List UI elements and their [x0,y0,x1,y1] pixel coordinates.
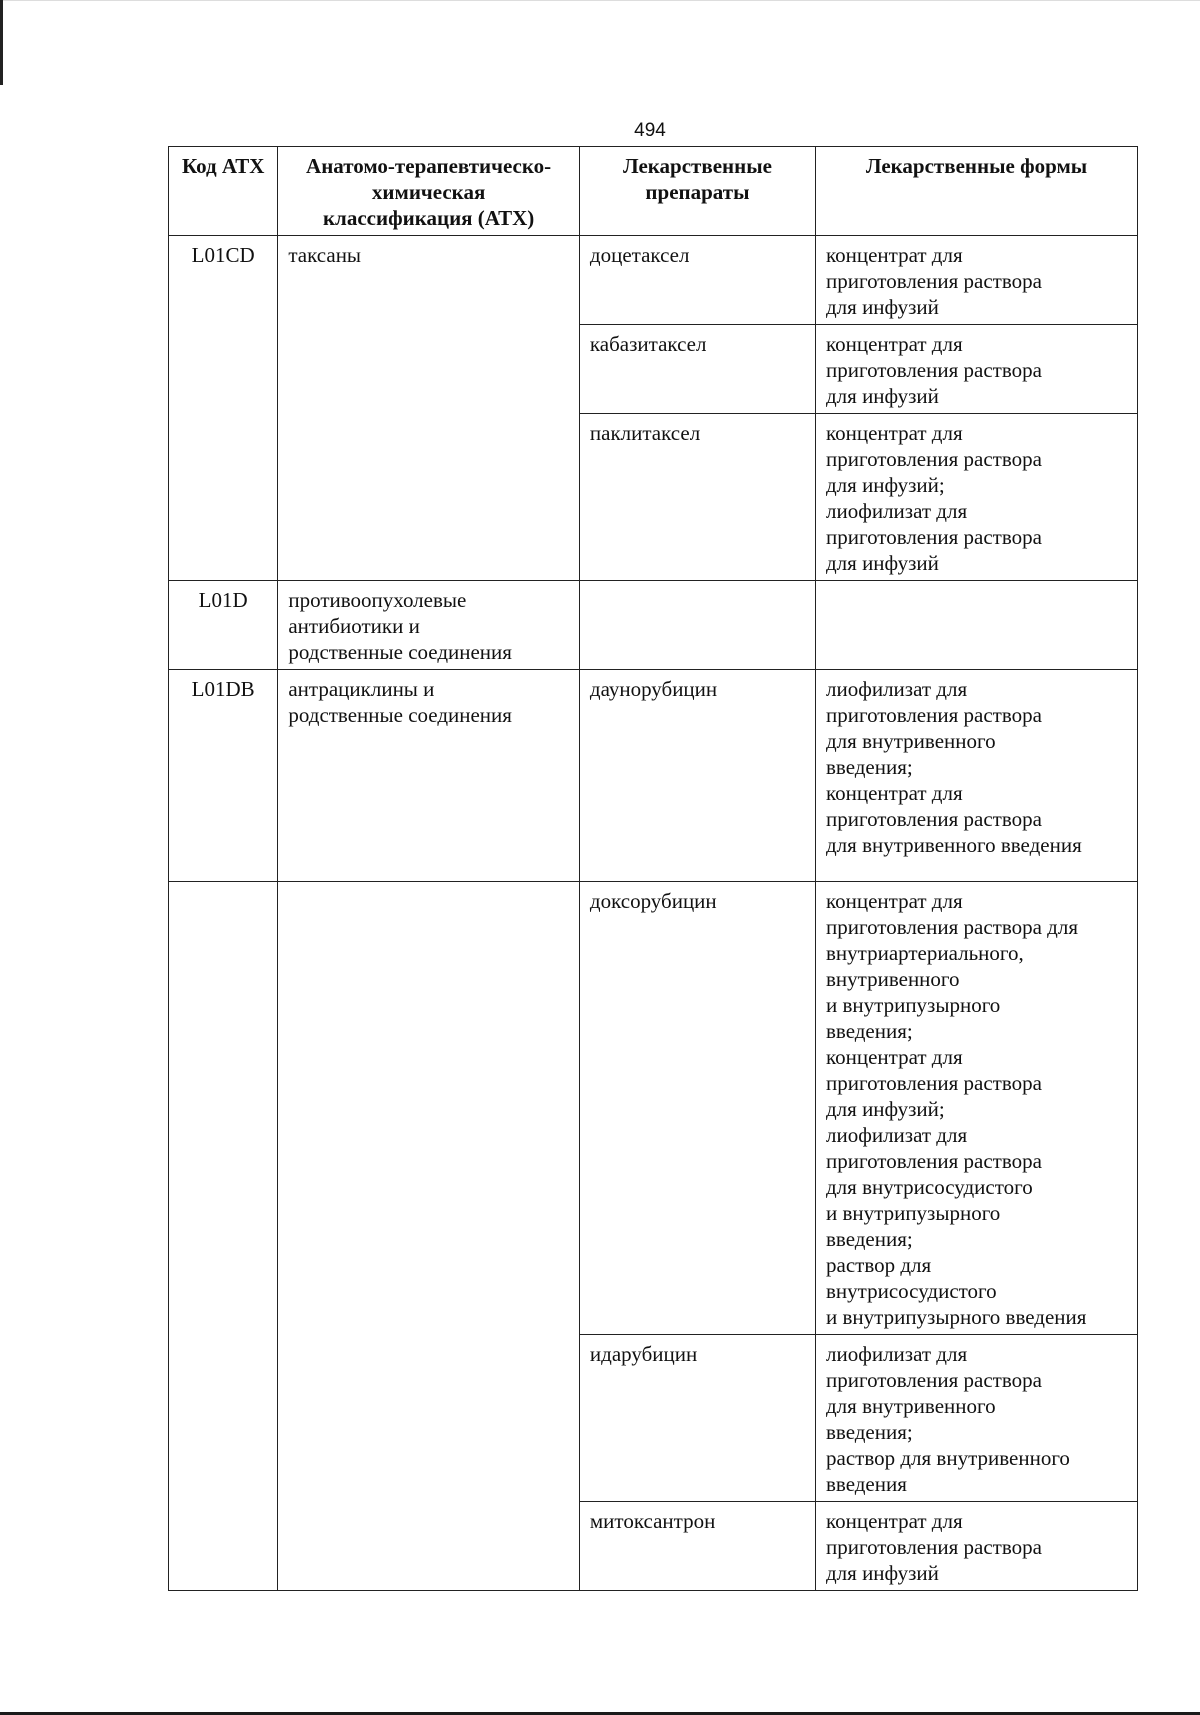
atx-code-cell-empty [169,882,278,1591]
header-forms: Лекарственные формы [816,147,1138,236]
forms-cell: концентрат для приготовления раствора для инфузий [816,1502,1138,1591]
header-code: Код АТХ [169,147,278,236]
atx-code-cell: L01DB [169,670,278,882]
forms-cell: концентрат для приготовления раствора для внутриартериального, внутривенного и внутрипузырного введения; концентрат для приготовления раствора для инфузий; лиофилизат для приготовления раствора для внутрисосудистого и внутрипузырного введения; раствор для внутрисосудистого и внутрипузырного введения [816,882,1138,1335]
forms-cell [816,581,1138,670]
forms-cell: концентрат для приготовления раствора для инфузий; лиофилизат для приготовления раствора для инфузий [816,414,1138,581]
drug-cell: кабазитаксел [579,325,815,414]
classification-cell: антрациклины и родственные соединения [278,670,580,882]
classification-cell-empty [278,882,580,1591]
drug-cell [579,581,815,670]
forms-cell: лиофилизат для приготовления раствора для внутривенного введения; концентрат для приготовления раствора для внутривенного введения [816,670,1138,882]
drug-cell: доцетаксел [579,236,815,325]
forms-cell: концентрат для приготовления раствора для инфузий [816,236,1138,325]
drug-cell: паклитаксел [579,414,815,581]
header-classification: Анатомо-терапевтическо- химическая классификация (АТХ) [278,147,580,236]
header-drugs: Лекарственные препараты [579,147,815,236]
forms-cell: лиофилизат для приготовления раствора для внутривенного введения; раствор для внутривенного введения [816,1335,1138,1502]
atx-code-cell: L01CD [169,236,278,581]
atx-code-cell: L01D [169,581,278,670]
drug-cell: даунорубицин [579,670,815,882]
table-row [169,670,1138,882]
table-header-row [169,147,1138,236]
drug-cell: идарубицин [579,1335,815,1502]
table-row [169,581,1138,670]
drug-cell: митоксантрон [579,1502,815,1591]
drug-cell: доксорубицин [579,882,815,1335]
forms-cell: концентрат для приготовления раствора для инфузий [816,325,1138,414]
table-row [169,236,1138,325]
scan-edge-top [0,0,1200,1]
page-number: 494 [634,120,666,141]
classification-cell: противоопухолевые антибиотики и родственные соединения [278,581,580,670]
atx-table [168,146,1138,1591]
table-row [169,882,1138,1335]
scan-edge-left [0,0,3,85]
classification-cell: таксаны [278,236,580,581]
